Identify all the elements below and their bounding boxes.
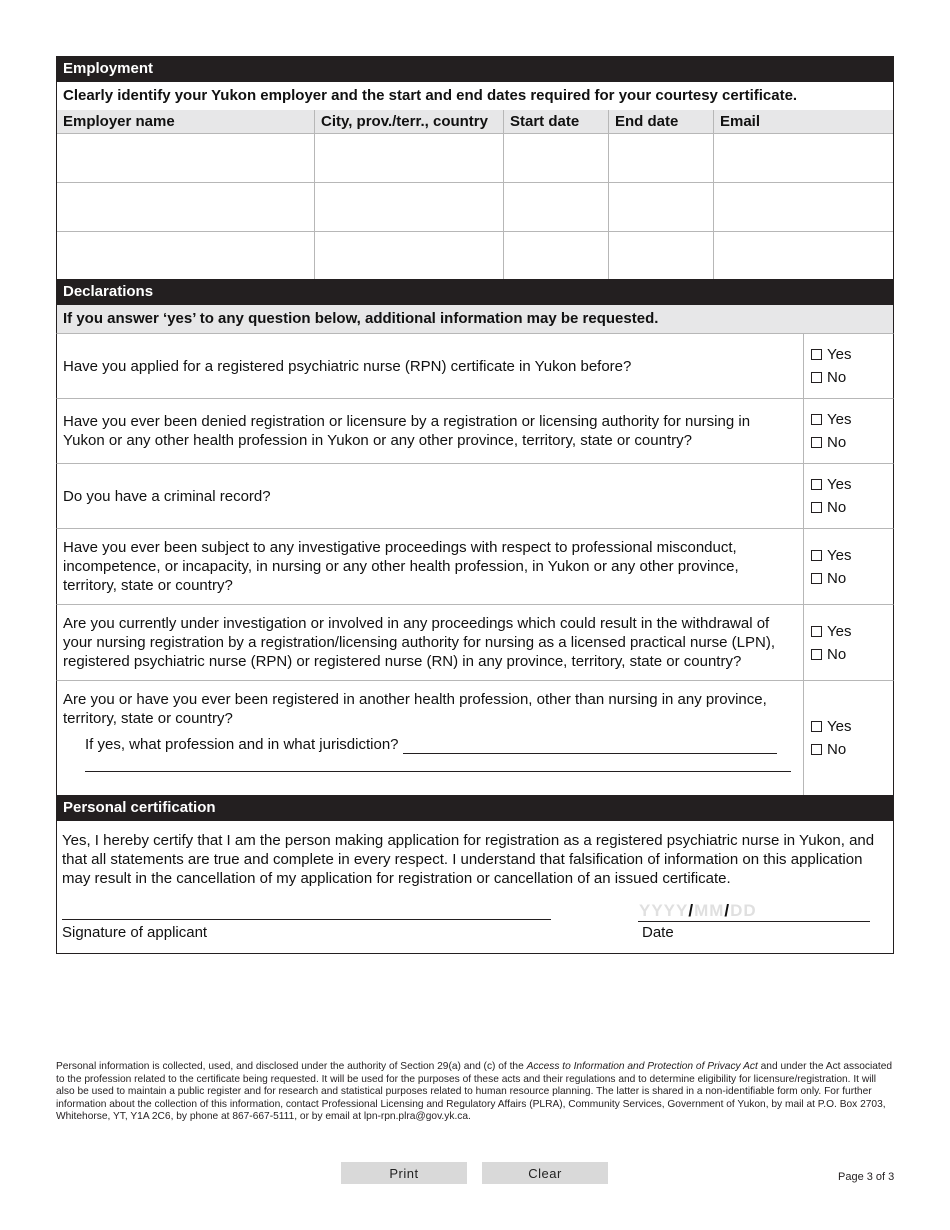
declaration-question-3 [56,464,894,529]
q4-yes-checkbox[interactable] [811,550,822,561]
question-text: Have you ever been denied registration or licensure by a registration or licensing authority for nursing in Yukon or any other health profession in Yukon or any other province, territory, state or country? [63,413,751,449]
q6-no-option[interactable] [811,738,893,761]
employment-section-title: Employment [56,56,894,82]
privacy-notice [56,1061,896,1124]
q6-no-checkbox[interactable] [811,744,822,755]
city-country-field[interactable] [315,183,504,231]
q1-no-checkbox[interactable] [811,372,822,383]
question-text: Do you have a criminal record? [63,487,271,505]
email-field[interactable] [714,232,893,280]
q6-yes-option[interactable] [811,715,893,738]
yes-label: Yes [827,622,852,640]
no-label: No [827,499,847,516]
column-city-country: City, prov./terr., country [315,110,504,133]
column-end-date: End date [609,110,714,133]
employment-table-header [57,110,893,134]
q5-yes-option[interactable] [811,620,893,643]
date-underline [638,921,870,922]
city-country-field[interactable] [315,232,504,280]
certification-section-title: Personal certification [56,795,894,821]
date-label: Date [642,924,674,941]
date-day-placeholder: DD [730,901,757,920]
no-label: No [827,434,847,451]
question-text: Are you currently under investigation or involved in any proceedings which could result in the withdrawal of your nursing registration by a registration/licensing authority for nursing as a licensed practical nurse (LPN), registered psychiatric nurse (RPN) or registered nurse (RN) in any province, territory, state or country? [63,615,776,670]
declarations-instruction: If you answer ‘yes’ to any question below, additional information may be requested. [56,305,894,334]
q5-no-checkbox[interactable] [811,649,822,660]
start-date-field[interactable] [504,183,609,231]
employer-name-field[interactable] [57,134,315,182]
email-field[interactable] [714,134,893,182]
q4-yes-option[interactable] [811,544,893,567]
city-country-field[interactable] [315,134,504,182]
clear-button[interactable]: Clear [482,1162,608,1184]
employment-row [57,134,893,183]
question-text: Are you or have you ever been registered in another health profession, other than nursing in any province, territory, state or country? [63,691,767,727]
declaration-question-5 [56,605,894,681]
q4-no-option[interactable] [811,567,893,590]
employment-row [57,232,893,280]
q2-yes-checkbox[interactable] [811,414,822,425]
privacy-text-continued: and under the Act associated to the profession related to the certificate being requested. It will be used for the purposes of these acts and their regulations and to determine eligibility for licensure/registration. It will also be used to maintain a public register and for research and statistical purposes related to human resource planning. The latter is shared in a non-identifiable form only. For further information about the collection of this information, contact Professional Licensing and Regulatory Affairs (PLRA), Community Services, Government of Yukon, by mail at P.O. Box 2703, Whitehorse, YT, Y1A 2C6, by phone at 867-667-5111, or by email at lpn-rpn.plra@gov.yk.ca. [56,1061,893,1123]
q6-yes-checkbox[interactable] [811,721,822,732]
date-separator: / [688,901,695,920]
yes-label: Yes [827,546,852,564]
q1-no-option[interactable] [811,366,893,389]
print-button[interactable]: Print [341,1162,467,1184]
declaration-question-6 [56,681,894,795]
yes-label: Yes [827,346,852,363]
question-text: Have you ever been subject to any investigative proceedings with respect to professional misconduct, incompetence, or incapacity, in nursing or any other health profession, in Yukon or any other province, territory, state or country? [63,539,739,594]
q2-yes-option[interactable] [811,408,893,431]
end-date-field[interactable] [609,232,714,280]
column-start-date: Start date [504,110,609,133]
privacy-act-name: Access to Information and Protection of Privacy Act [526,1061,758,1072]
no-label: No [827,741,847,758]
start-date-field[interactable] [504,232,609,280]
date-separator: / [724,901,731,920]
no-label: No [827,369,847,386]
date-input[interactable] [639,901,757,921]
yes-label: Yes [827,476,852,493]
q3-yes-option[interactable] [811,473,893,496]
q3-no-option[interactable] [811,496,893,519]
profession-jurisdiction-field-continued[interactable] [85,770,791,772]
yes-label: Yes [827,718,852,735]
employment-table [56,110,894,280]
no-label: No [827,645,847,663]
yes-label: Yes [827,411,852,428]
q1-yes-option[interactable] [811,343,893,366]
declarations-section-title: Declarations [56,279,894,305]
employment-row [57,183,893,232]
employment-instruction: Clearly identify your Yukon employer and the start and end dates required for your courtesy certificate. [56,82,894,110]
declaration-question-1 [56,334,894,399]
declaration-question-4 [56,529,894,605]
q2-no-option[interactable] [811,431,893,454]
q3-yes-checkbox[interactable] [811,479,822,490]
signature-field[interactable] [62,919,551,920]
privacy-text: Personal information is collected, used, and disclosed under the authority of Section 29(a) and (c) of the [56,1061,527,1072]
no-label: No [827,569,847,587]
q4-no-checkbox[interactable] [811,573,822,584]
q2-no-checkbox[interactable] [811,437,822,448]
profession-jurisdiction-field[interactable] [403,739,777,754]
certification-statement: Yes, I hereby certify that I am the person making application for registration as a registered psychiatric nurse in Yukon, and that all statements are true and complete in every respect. I understand that falsification of information on this application may result in the cancellation of my application for registration or cancellation of an issued certificate. [62,832,875,887]
date-year-placeholder: YYYY [639,901,689,920]
end-date-field[interactable] [609,134,714,182]
followup-label: If yes, what profession and in what jurisdiction? [85,736,399,753]
employer-name-field[interactable] [57,183,315,231]
q1-yes-checkbox[interactable] [811,349,822,360]
start-date-field[interactable] [504,134,609,182]
declaration-question-2 [56,399,894,464]
q3-no-checkbox[interactable] [811,502,822,513]
followup-line [63,735,795,754]
q5-no-option[interactable] [811,643,893,666]
question-text: Have you applied for a registered psychiatric nurse (RPN) certificate in Yukon before? [63,357,632,375]
date-month-placeholder: MM [694,901,725,920]
employer-name-field[interactable] [57,232,315,280]
column-email: Email [720,113,761,130]
signature-label: Signature of applicant [62,924,208,941]
end-date-field[interactable] [609,183,714,231]
page-number: Page 3 of 3 [838,1171,895,1183]
email-field[interactable] [714,183,893,231]
column-employer-name: Employer name [57,110,315,133]
q5-yes-checkbox[interactable] [811,626,822,637]
